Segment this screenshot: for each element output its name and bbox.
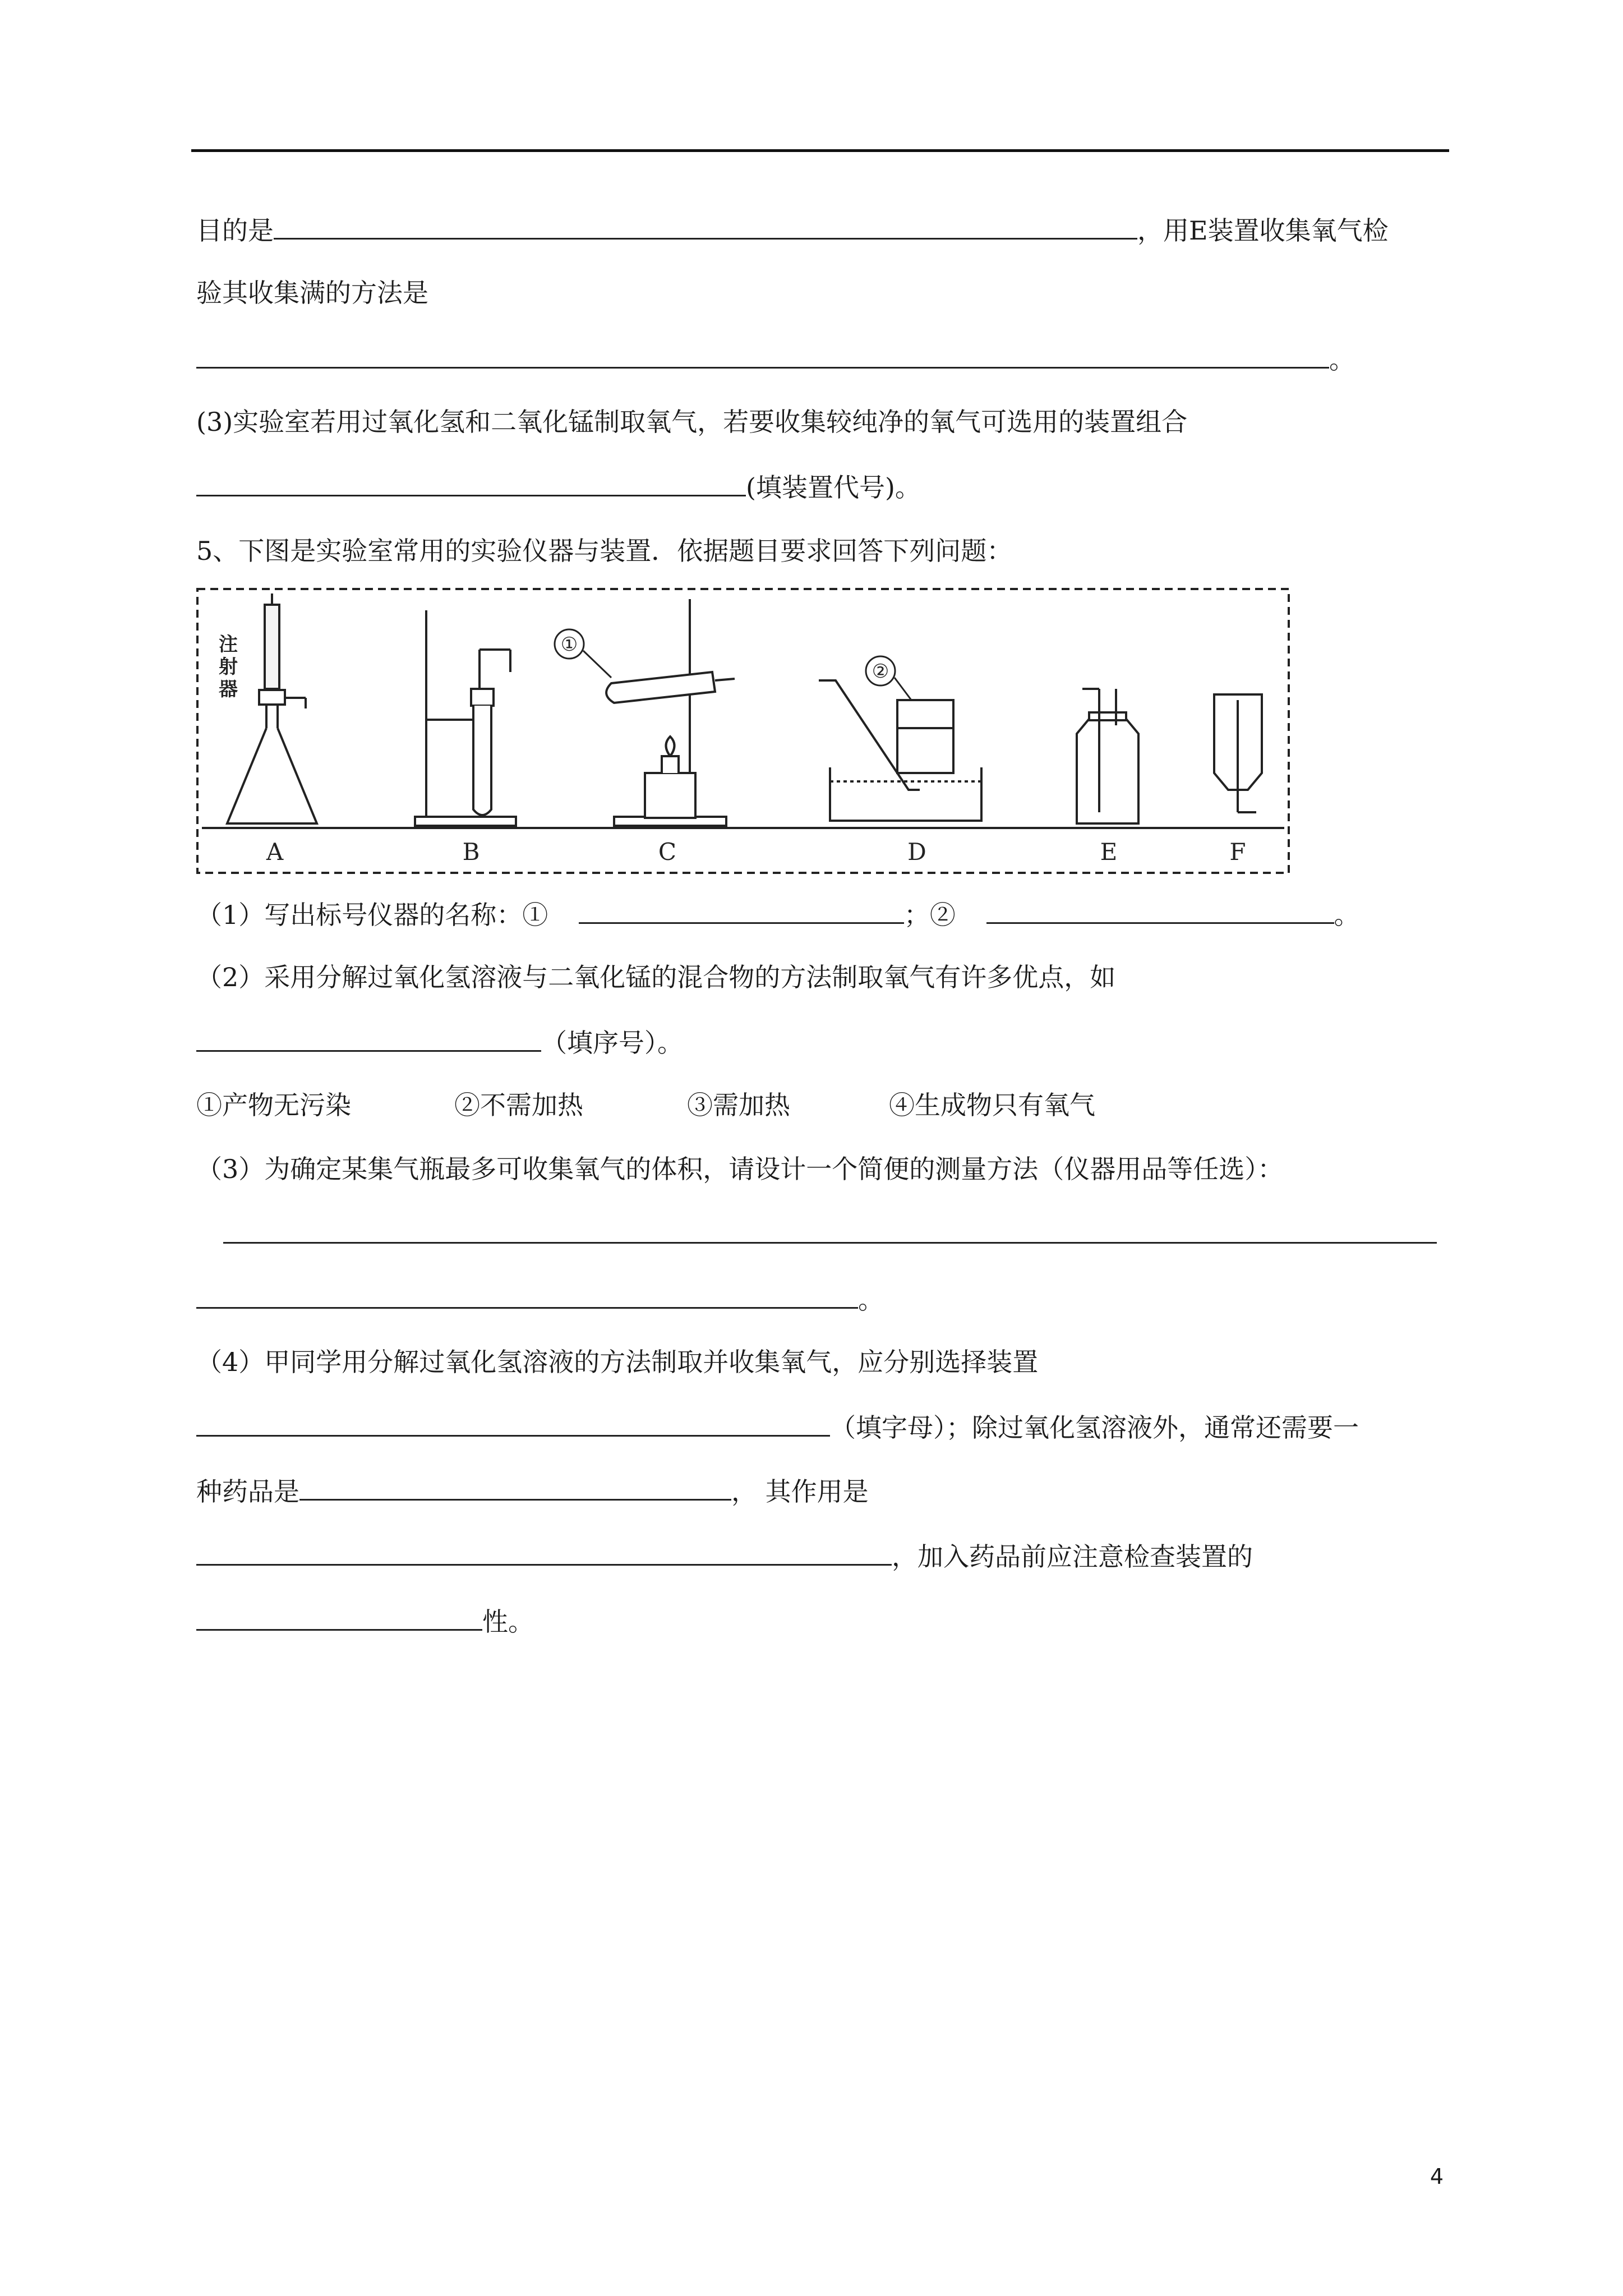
text-line — [196, 276, 428, 310]
answer-blank[interactable] — [196, 1281, 858, 1309]
text: (填装置代号)。 — [746, 472, 921, 503]
question-5-4 — [196, 1345, 1038, 1379]
syringe-label-3: 器 — [219, 678, 238, 701]
answer-blank[interactable] — [196, 1538, 892, 1566]
text-line — [196, 1281, 884, 1317]
text-line — [196, 212, 1389, 247]
text: (3)实验室若用过氧化氢和二氧化锰制取氧气，若要收集较纯净的氧气可选用的装置组合 — [196, 407, 1188, 437]
text: （4）甲同学用分解过氧化氢溶液的方法制取并收集氧气，应分别选择装置 — [196, 1347, 1039, 1377]
answer-blank[interactable] — [196, 1409, 830, 1437]
text: 5、下图是实验室常用的实验仪器与装置．依据题目要求回答下列问题： — [196, 536, 1013, 566]
syringe-label-2: 射 — [219, 656, 238, 678]
text-line — [196, 1538, 1253, 1573]
answer-blank[interactable] — [299, 1473, 731, 1501]
syringe-label-1: 注 — [219, 633, 238, 656]
text-line — [223, 1216, 1437, 1251]
option-2: ②不需加热 — [454, 1090, 583, 1120]
apparatus-f — [1214, 694, 1262, 812]
apparatus-b — [415, 610, 516, 826]
text: ，加入药品前应注意检查装置的 — [892, 1542, 1253, 1572]
text: 验其收集满的方法是 — [196, 278, 428, 308]
label-f: F — [1229, 838, 1246, 866]
option-4: ④生成物只有氧气 — [889, 1090, 1095, 1120]
text-line — [196, 341, 1355, 376]
text: 。 — [1329, 344, 1355, 375]
text-line — [196, 1473, 869, 1508]
option-1: ①产物无污染 — [196, 1090, 351, 1120]
text-line — [196, 469, 921, 504]
page-number: 4 — [1430, 2164, 1444, 2189]
marker-1-label: ① — [560, 633, 578, 656]
label-a: A — [266, 838, 284, 866]
apparatus-d — [819, 680, 981, 821]
label-e: E — [1100, 838, 1118, 866]
label-c: C — [658, 838, 677, 866]
answer-blank[interactable] — [986, 896, 1334, 924]
answer-blank[interactable] — [196, 469, 746, 496]
apparatus-e — [1077, 689, 1138, 823]
text-line — [196, 1409, 1359, 1444]
apparatus-c — [606, 599, 735, 826]
text: （3）为确定某集气瓶最多可收集氧气的体积，请设计一个简便的测量方法（仪器用品等任选）： — [196, 1154, 1284, 1184]
text: 。 — [858, 1285, 884, 1315]
apparatus-figure — [196, 588, 1290, 874]
text: 性。 — [482, 1607, 534, 1637]
text: 。 — [1334, 900, 1360, 930]
question-5-2 — [196, 960, 1115, 994]
answer-blank[interactable] — [579, 896, 904, 924]
text: 种药品是 — [196, 1476, 299, 1507]
header-rule — [191, 149, 1449, 152]
marker-2-label: ② — [872, 660, 889, 683]
text: ， 其作用是 — [731, 1476, 869, 1507]
answer-blank[interactable] — [196, 341, 1329, 369]
text: ；② — [903, 900, 956, 930]
answer-blank[interactable] — [196, 1603, 482, 1631]
text: ，用E装置收集氧气检 — [1137, 215, 1389, 246]
text: （1）写出标号仪器的名称：① — [196, 900, 548, 930]
question-5-1 — [196, 896, 1360, 932]
text-line — [196, 1603, 534, 1639]
text: （填序号）。 — [541, 1028, 683, 1058]
text: （填字母）；除过氧化氢溶液外，通常还需要一 — [830, 1412, 1359, 1443]
answer-blank[interactable] — [274, 212, 1137, 240]
question-5-3 — [196, 1152, 1283, 1186]
label-d: D — [907, 838, 926, 866]
question-5-intro — [196, 534, 1012, 568]
option-3: ③需加热 — [687, 1090, 790, 1120]
text: 目的是 — [196, 215, 274, 246]
label-b: B — [462, 838, 480, 866]
text-line — [196, 1024, 683, 1060]
apparatus-a — [227, 593, 317, 823]
text: （2）采用分解过氧化氢溶液与二氧化锰的混合物的方法制取氧气有许多优点，如 — [196, 962, 1116, 992]
answer-blank[interactable] — [223, 1216, 1437, 1244]
text-line — [196, 405, 1187, 439]
answer-blank[interactable] — [196, 1024, 541, 1052]
